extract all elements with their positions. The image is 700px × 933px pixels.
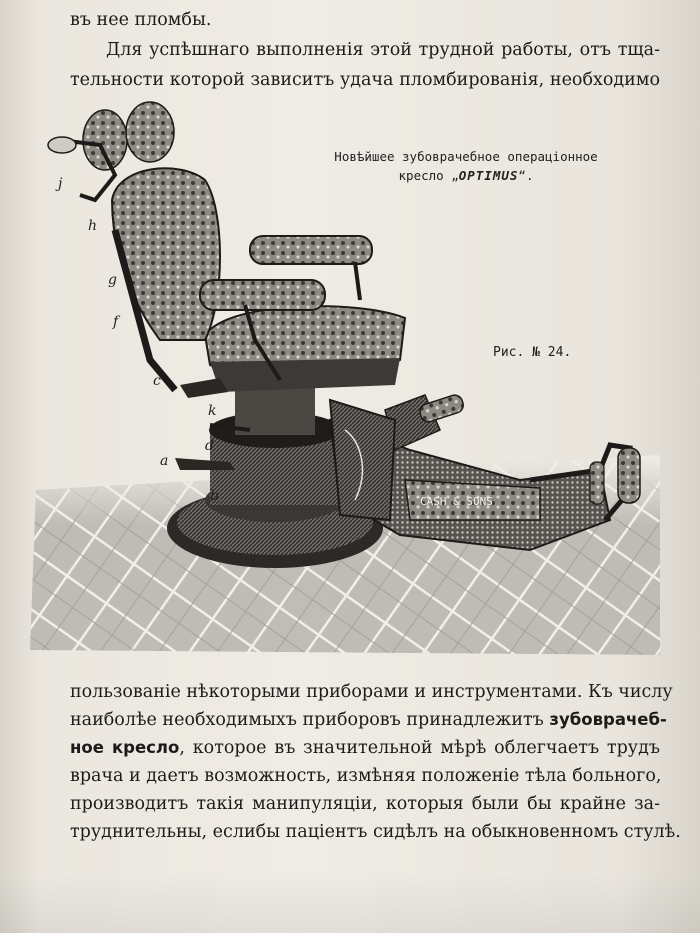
text-line-2: Для успѣшнаго выполненія этой трудной работы, отъ тща-	[106, 40, 660, 60]
label-b: b	[210, 488, 219, 504]
text-line-5: наиболѣе необходимыхъ приборовъ принадлежитъ зубоврачеб-	[70, 710, 667, 730]
caption-prefix: кресло „	[398, 168, 459, 183]
text-line-1: въ нее пломбы.	[70, 10, 212, 30]
caption-line-2	[296, 166, 636, 185]
bold-term: ное кресло	[70, 738, 180, 757]
armrest-front	[200, 280, 325, 310]
text-line-6: ное кресло, которое въ значительной мѣрѣ облегчаетъ трудъ	[70, 738, 660, 758]
headrest-left	[83, 110, 127, 170]
caption-chair-name: OPTIMUS	[458, 168, 519, 183]
label-j: j	[58, 176, 63, 192]
label-h: h	[88, 218, 98, 234]
text-line-3: тельности которой зависитъ удача пломбированія, необходимо	[70, 70, 660, 90]
text-line-9: труднительны, еслибы паціентъ сидѣлъ на обыкновенномъ стулѣ.	[70, 822, 681, 842]
text-line-7: врача и даетъ возможность, измѣняя положеніе тѣла больного,	[70, 766, 662, 786]
text-line-4: пользованіе нѣкоторыми приборами и инструментами. Къ числу	[70, 682, 673, 702]
caption-line-1: Новѣйшее зубоврачебное операціонное	[334, 149, 598, 164]
armrest-back	[250, 236, 372, 264]
label-c: c	[153, 373, 161, 389]
figure-caption	[296, 147, 636, 185]
caption-suffix: “.	[518, 168, 534, 183]
label-d: d	[205, 438, 214, 454]
label-f: f	[113, 314, 119, 330]
backrest	[112, 168, 220, 340]
headrest-right	[126, 102, 174, 162]
label-g: g	[108, 272, 117, 288]
page-shadow	[0, 873, 700, 933]
text-line-8: производитъ такія манипуляціи, которыя были бы крайне за-	[70, 794, 660, 814]
footrest-text: CASH & SONS	[420, 495, 493, 508]
label-a: a	[160, 453, 169, 469]
figure-number: Рис. № 24.	[493, 345, 572, 360]
label-k: k	[208, 403, 217, 419]
